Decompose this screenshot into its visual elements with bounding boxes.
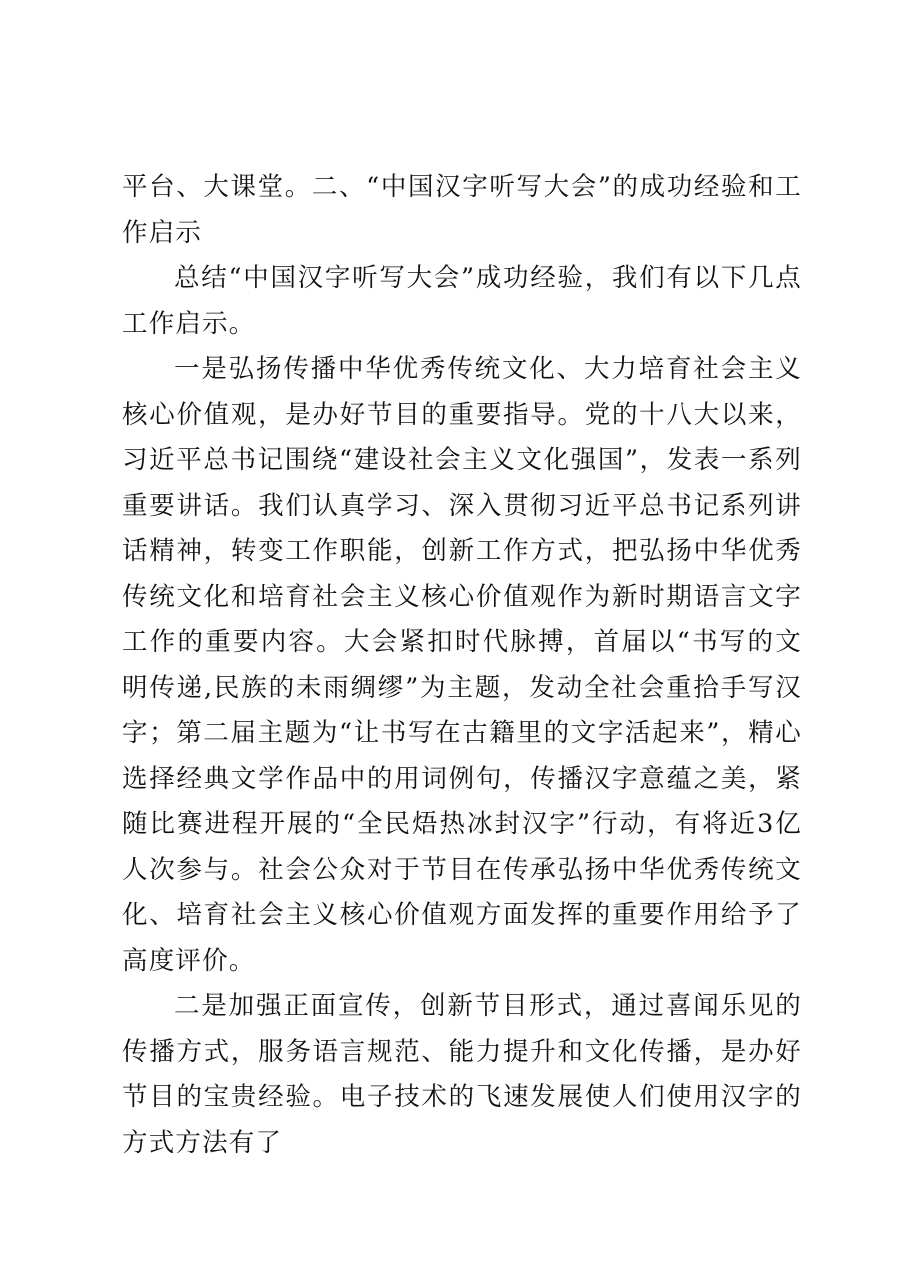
paragraph-section-heading: 平台、大课堂。二、“中国汉字听写大会”的成功经验和工作启示	[122, 172, 802, 248]
paragraph-point-two: 二是加强正面宣传，创新节目形式，通过喜闻乐见的传播方式，服务语言规范、能力提升和文化传播，是办好节目的宝贵经验。电子技术的飞速发展使人们使用汉字的方式方法有了	[122, 991, 802, 1158]
document-body	[122, 165, 802, 1166]
paragraph-summary: 总结“中国汉字听写大会”成功经验，我们有以下几点工作启示。	[122, 263, 802, 339]
paragraph-point-one: 一是弘扬传播中华优秀传统文化、大力培育社会主义核心价值观，是办好节目的重要指导。党的十八大以来，习近平总书记围绕“建设社会主义文化强国”，发表一系列重要讲话。我们认真学习、深入贯彻习近平总书记系列讲话精神，转变工作职能，创新工作方式，把弘扬中华优秀传统文化和培育社会主义核心价值观作为新时期语言文字工作的重要内容。大会紧扣时代脉搏，首届以“书写的文明传递,民族的未雨绸缪”为主题，发动全社会重拾手写汉字；第二届主题为“让书写在古籍里的文字活起来”，精心选择经典文学作品中的用词例句，传播汉字意蕴之美，紧随比赛进程开展的“全民焐热冰封汉字”行动，有将近3亿人次参与。社会公众对于节目在传承弘扬中华优秀传统文化、培育社会主义核心价值观方面发挥的重要作用给予了高度评价。	[122, 354, 802, 976]
